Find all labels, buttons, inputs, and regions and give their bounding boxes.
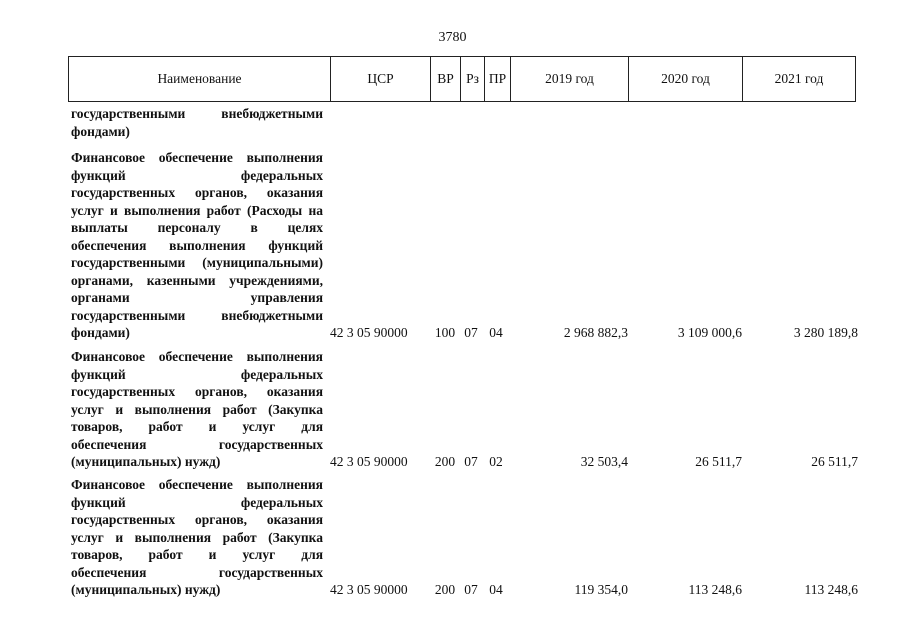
header-2019: 2019 год bbox=[511, 57, 629, 101]
row-value-2021: 3 280 189,8 bbox=[793, 325, 858, 340]
row-vr: 200 bbox=[434, 582, 456, 597]
row-name-line: государственных органов, оказания bbox=[71, 512, 323, 527]
row-value-2019: 119 354,0 bbox=[574, 582, 628, 597]
table-row bbox=[0, 476, 905, 600]
header-rz: Рз bbox=[461, 57, 485, 101]
row-name-line: органами управления bbox=[71, 290, 323, 305]
row-name-line: государственных органов, оказания bbox=[71, 185, 323, 200]
row-value-2021: 113 248,6 bbox=[804, 582, 858, 597]
row-name bbox=[71, 149, 323, 342]
row-value-2021: 26 511,7 bbox=[811, 454, 858, 469]
header-vr: ВР bbox=[431, 57, 461, 101]
row-csr: 42 3 05 90000 bbox=[330, 325, 408, 340]
row-name-line: обеспечения выполнения функций bbox=[71, 237, 323, 253]
row-csr: 42 3 05 90000 bbox=[330, 454, 408, 469]
row-name-line: государственных органов, оказания bbox=[71, 384, 323, 399]
row-name-line: выплаты персоналу в целях bbox=[71, 220, 323, 235]
row-name-line: услуг и выполнения работ (Расходы на bbox=[71, 202, 323, 218]
row-value-2019: 32 503,4 bbox=[580, 454, 628, 469]
page-number: 3780 bbox=[438, 30, 467, 45]
row-name-line: государственными (муниципальными) bbox=[71, 255, 323, 270]
row-csr: 42 3 05 90000 bbox=[330, 582, 408, 597]
row-name-line: услуг и выполнения работ (Закупка bbox=[71, 401, 323, 417]
row-name-line: фондами) bbox=[71, 123, 130, 139]
row-rz: 07 bbox=[464, 582, 478, 597]
row-name-line: Финансовое обеспечение выполнения bbox=[71, 477, 323, 492]
row-name bbox=[71, 476, 323, 599]
row-name-line: фондами) bbox=[71, 325, 130, 340]
row-name-line: функций федеральных bbox=[71, 167, 323, 183]
table-header bbox=[68, 56, 856, 102]
row-name bbox=[71, 348, 323, 471]
header-2021: 2021 год bbox=[774, 71, 824, 86]
row-name-line: товаров, работ и услуг для bbox=[71, 547, 323, 562]
table-row bbox=[0, 105, 905, 141]
row-pr: 04 bbox=[489, 582, 503, 597]
row-name-line: государственными внебюджетными bbox=[71, 106, 323, 121]
row-name-line: (муниципальных) нужд) bbox=[71, 582, 221, 597]
row-name-line: органами, казенными учреждениями, bbox=[71, 272, 323, 288]
row-pr: 02 bbox=[489, 454, 503, 469]
row-value-2020: 3 109 000,6 bbox=[677, 325, 742, 340]
row-value-2019: 2 968 882,3 bbox=[563, 325, 628, 340]
row-pr: 04 bbox=[489, 325, 503, 340]
row-name-line: обеспечения государственных bbox=[71, 436, 323, 452]
row-rz: 07 bbox=[464, 325, 478, 340]
table-row bbox=[0, 149, 905, 343]
row-name-line: Финансовое обеспечение выполнения bbox=[71, 349, 323, 364]
row-name-line: функций федеральных bbox=[71, 494, 323, 510]
header-csr: ЦСР bbox=[331, 57, 431, 101]
row-vr: 100 bbox=[434, 325, 456, 340]
row-name-line: государственными внебюджетными bbox=[71, 307, 323, 323]
row-name-line: Финансовое обеспечение выполнения bbox=[71, 150, 323, 165]
row-name-line: услуг и выполнения работ (Закупка bbox=[71, 529, 323, 545]
header-2020: 2020 год bbox=[629, 57, 743, 101]
row-name-line: обеспечения государственных bbox=[71, 564, 323, 580]
row-vr: 200 bbox=[434, 454, 456, 469]
header-pr: ПР bbox=[485, 57, 511, 101]
row-value-2020: 113 248,6 bbox=[688, 582, 742, 597]
header-name: Наименование bbox=[69, 57, 331, 101]
table-row bbox=[0, 348, 905, 472]
row-name-line: (муниципальных) нужд) bbox=[71, 454, 221, 469]
row-name bbox=[71, 105, 323, 140]
row-name-line: функций федеральных bbox=[71, 366, 323, 382]
row-value-2020: 26 511,7 bbox=[695, 454, 742, 469]
row-rz: 07 bbox=[464, 454, 478, 469]
row-name-line: товаров, работ и услуг для bbox=[71, 419, 323, 434]
